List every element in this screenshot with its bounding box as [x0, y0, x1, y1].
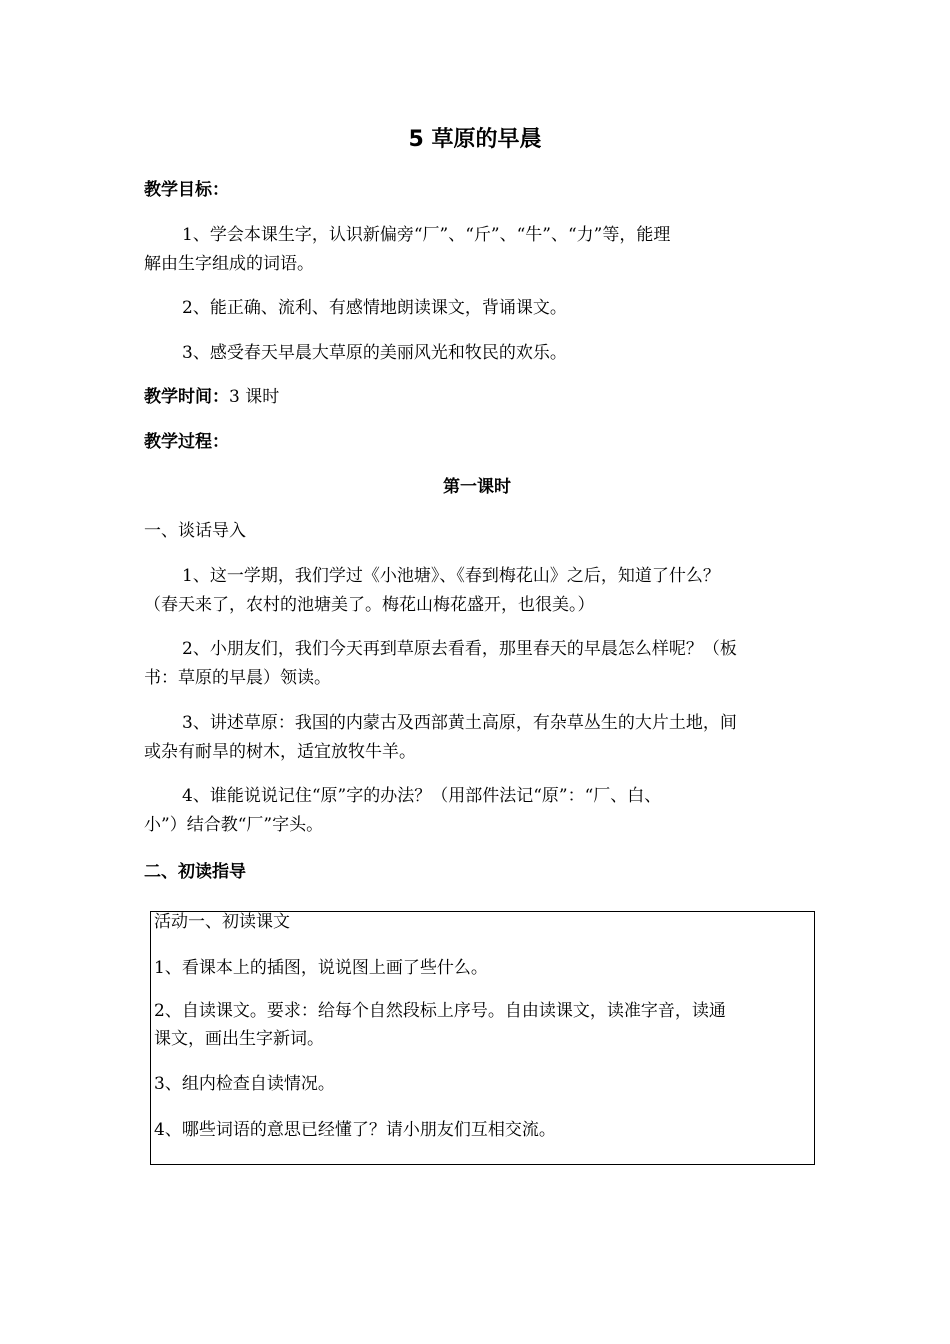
- section-one-heading: 一、谈话导入: [144, 521, 246, 541]
- objective-1-line-2: 解由生字组成的词语。: [144, 254, 314, 274]
- activity-item-2-line-2: 课文，画出生字新词。: [154, 1029, 324, 1049]
- activity-box: [150, 911, 815, 1165]
- s1-item-3-line-1: 3、讲述草原：我国的内蒙古及西部黄土高原，有杂草丛生的大片土地，间: [182, 713, 737, 733]
- teaching-time-value: 3 课时: [229, 387, 280, 407]
- objective-3: 3、感受春天早晨大草原的美丽风光和牧民的欢乐。: [182, 343, 567, 363]
- teaching-time: [144, 383, 810, 412]
- s1-item-1-line-1: 1、这一学期，我们学过《小池塘》、《春到梅花山》之后，知道了什么？: [182, 566, 720, 586]
- objective-2: 2、能正确、流利、有感情地朗读课文，背诵课文。: [182, 298, 567, 318]
- s1-item-1-line-2: （春天来了，农村的池塘美了。梅花山梅花盛开，也很美。）: [144, 595, 595, 615]
- section-two-heading: 二、初读指导: [144, 862, 246, 882]
- activity-title: 活动一、初读课文: [154, 912, 290, 932]
- activity-item-1: 1、看课本上的插图，说说图上画了些什么。: [154, 958, 488, 978]
- activity-item-3: 3、组内检查自读情况。: [154, 1074, 335, 1094]
- teaching-time-heading: 教学时间：: [144, 387, 229, 407]
- objective-1-line-1: 1、学会本课生字，认识新偏旁“厂”、“斤”、“牛”、“力”等，能理: [182, 225, 671, 245]
- lesson-one-heading: 第一课时: [443, 477, 511, 497]
- activity-item-2-line-1: 2、自读课文。要求：给每个自然段标上序号。自由读课文，读准字音，读通: [154, 1001, 726, 1021]
- s1-item-3-line-2: 或杂有耐旱的树木，适宜放牧牛羊。: [144, 742, 416, 762]
- s1-item-2-line-2: 书：草原的早晨）领读。: [144, 668, 331, 688]
- page-title: 5 草原的早晨: [408, 127, 542, 152]
- objectives-heading: 教学目标：: [144, 180, 229, 200]
- s1-item-2-line-1: 2、小朋友们，我们今天再到草原去看看，那里春天的早晨怎么样呢？（板: [182, 639, 737, 659]
- process-heading: 教学过程：: [144, 432, 229, 452]
- activity-item-4: 4、哪些词语的意思已经懂了？请小朋友们互相交流。: [154, 1120, 556, 1140]
- s1-item-4-line-1: 4、谁能说说记住“原”字的办法？（用部件法记“原”：“厂、白、: [182, 786, 662, 806]
- s1-item-4-line-2: 小”）结合教“厂”字头。: [144, 815, 324, 835]
